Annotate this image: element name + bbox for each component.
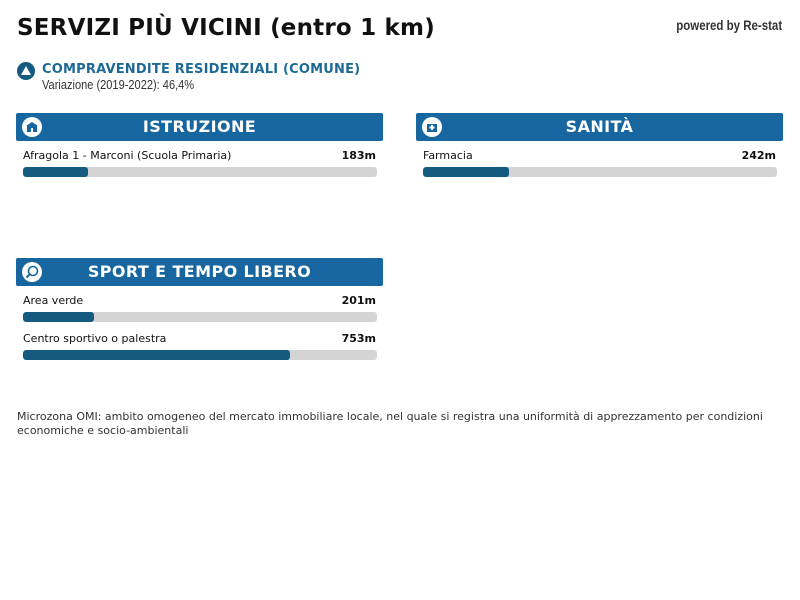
trend-title: COMPRAVENDITE RESIDENZIALI (COMUNE) [42,62,361,77]
item-name: Farmacia [423,149,473,162]
list-item [16,294,383,322]
distance-bar [423,167,777,177]
list-item [416,149,783,177]
distance-bar [23,312,377,322]
section-header [16,113,383,141]
section-header [416,113,783,141]
distance-bar-fill [23,312,94,322]
item-distance: 753m [341,332,376,345]
list-item [16,332,383,360]
item-distance: 242m [741,149,776,162]
section-title: ISTRUZIONE [142,117,257,136]
section-sanita [416,113,783,177]
item-name: Area verde [23,294,84,307]
item-name: Centro sportivo o palestra [23,332,167,345]
triangle-up-icon [17,62,35,80]
section-title: SANITÀ [565,117,634,136]
distance-bar-fill [23,350,290,360]
list-item [16,149,383,177]
section-header [16,258,383,286]
item-distance: 201m [341,294,376,307]
item-name: Afragola 1 - Marconi (Scuola Primaria) [23,149,232,162]
distance-bar-fill [423,167,509,177]
distance-bar [23,167,377,177]
footnote: Microzona OMI: ambito omogeneo del mercato immobiliare locale, nel quale si registra una uniformità di apprezzamento per condizioni economiche e socio-ambientali [17,410,763,437]
item-distance: 183m [341,149,376,162]
distance-bar [23,350,377,360]
section-sport [16,258,383,360]
page-title: SERVIZI PIÙ VICINI (entro 1 km) [17,15,435,41]
distance-bar-fill [23,167,88,177]
section-istruzione [16,113,383,177]
trend-subtitle: Variazione (2019-2022): 46,4% [42,77,195,92]
powered-by-label: powered by Re-stat [676,17,782,33]
section-title: SPORT E TEMPO LIBERO [87,262,312,281]
